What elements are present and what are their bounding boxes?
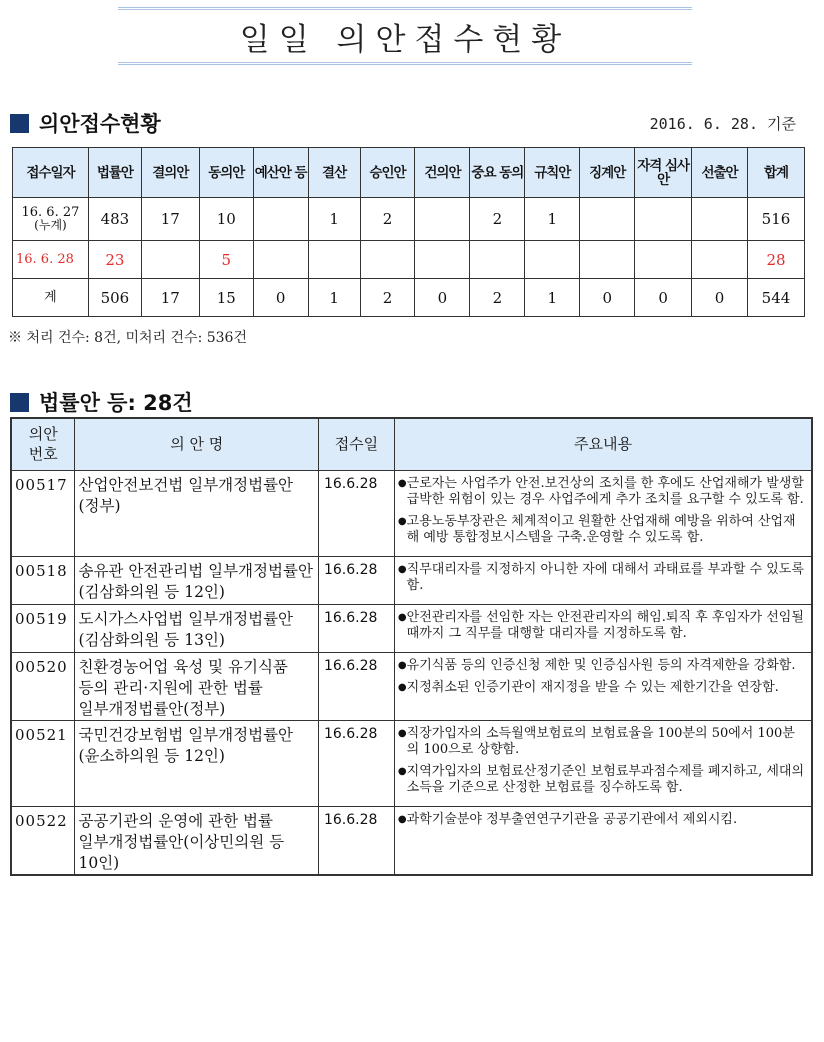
summary-point: ● 고용노동부장관은 체계적이고 원활한 산업재해 예방을 위하여 산업재해 예방 통합정보시스템을 구축.운영할 수 있도록 함. [397, 513, 796, 545]
summary-value-cell [308, 241, 360, 279]
bill-summary [394, 604, 812, 652]
bullet-dot-icon: ● [397, 813, 407, 825]
summary-date-cell: 16. 6. 28 [13, 241, 89, 279]
bill-summary [394, 806, 812, 875]
summary-value-cell: 2 [360, 279, 415, 317]
header-received-date: 접수일 [318, 418, 394, 470]
summary-row [13, 198, 805, 241]
header-cell: 자격 심사안 [635, 148, 692, 198]
summary-value-cell [635, 241, 692, 279]
header-cell: 예산안 등 [253, 148, 308, 198]
summary-value-cell [580, 241, 635, 279]
bill-date: 16.6.28 [318, 652, 394, 720]
summary-row [13, 241, 805, 279]
summary-value-cell [141, 241, 199, 279]
header-cell: 동의안 [199, 148, 253, 198]
header-cell: 중요 동의 [470, 148, 525, 198]
bullet-dot-icon: ● [397, 727, 407, 739]
bullet-dot-icon: ● [397, 681, 407, 693]
summary-value-cell: 1 [308, 198, 360, 241]
summary-value-cell [415, 198, 470, 241]
header-main-content: 주요내용 [394, 418, 812, 470]
header-cell: 승인안 [360, 148, 415, 198]
summary-value-cell [415, 241, 470, 279]
summary-value-cell [360, 241, 415, 279]
header-cell: 규칙안 [525, 148, 580, 198]
bill-date: 16.6.28 [318, 720, 394, 806]
summary-value-cell: 1 [525, 279, 580, 317]
header-cell: 결산 [308, 148, 360, 198]
summary-value-cell [525, 241, 580, 279]
summary-header-row [13, 148, 805, 198]
bill-row [11, 556, 812, 604]
summary-point: ● 직무대리자를 지정하지 아니한 자에 대해서 과태료를 부과할 수 있도록 함. [397, 561, 804, 593]
header-cell: 합계 [748, 148, 805, 198]
summary-value-cell: 5 [199, 241, 253, 279]
bill-date: 16.6.28 [318, 604, 394, 652]
summary-table [12, 147, 805, 317]
bill-summary [394, 720, 812, 806]
summary-value-cell: 516 [748, 198, 805, 241]
document-title: 일일 의안접수현황 [239, 21, 571, 58]
summary-value-cell: 0 [635, 279, 692, 317]
bill-summary [394, 556, 812, 604]
bill-row [11, 806, 812, 875]
summary-value-cell: 15 [199, 279, 253, 317]
summary-value-cell: 483 [88, 198, 141, 241]
bullet-dot-icon: ● [397, 563, 407, 575]
bills-section-heading [10, 387, 193, 417]
bill-name: 송유관 안전관리법 일부개정법률안(김삼화의원 등 12인) [75, 556, 319, 604]
square-bullet-icon [10, 114, 29, 133]
summary-point: ● 지역가입자의 보험료산정기준인 보험료부과점수제를 폐지하고, 세대의 소득을 기준으로 산정한 보험료를 징수하도록 함. [397, 763, 805, 795]
summary-row [13, 279, 805, 317]
summary-value-cell: 0 [580, 279, 635, 317]
summary-value-cell: 2 [470, 198, 525, 241]
summary-value-cell: 1 [308, 279, 360, 317]
bills-heading-text: 법률안 등: 28건 [39, 391, 193, 415]
summary-value-cell: 28 [748, 241, 805, 279]
bill-row [11, 604, 812, 652]
header-bill-name: 의 안 명 [75, 418, 319, 470]
bill-summary [394, 470, 812, 556]
summary-value-cell [580, 198, 635, 241]
header-bill-number: 의안 번호 [11, 418, 75, 470]
bullet-dot-icon: ● [397, 477, 407, 489]
bullet-dot-icon: ● [397, 611, 407, 623]
header-cell: 징계안 [580, 148, 635, 198]
summary-value-cell: 23 [88, 241, 141, 279]
summary-value-cell: 506 [88, 279, 141, 317]
bill-number: 00519 [11, 604, 75, 652]
summary-value-cell: 2 [360, 198, 415, 241]
summary-value-cell [692, 198, 748, 241]
bill-number: 00520 [11, 652, 75, 720]
summary-value-cell [253, 241, 308, 279]
bill-name: 국민건강보험법 일부개정법률안(윤소하의원 등 12인) [75, 720, 319, 806]
header-cell: 결의안 [141, 148, 199, 198]
bill-date: 16.6.28 [318, 470, 394, 556]
bill-name: 공공기관의 운영에 관한 법률 일부개정법률안(이상민의원 등 10인) [75, 806, 319, 875]
processing-footnote: ※ 처리 건수: 8건, 미처리 건수: 536건 [8, 330, 247, 346]
summary-point: ● 지정취소된 인증기관이 재지정을 받을 수 있는 제한기간을 연장함. [397, 679, 779, 695]
bill-row [11, 470, 812, 556]
summary-point: ● 근로자는 사업주가 안전.보건상의 조치를 한 후에도 산업재해가 발생할 급박한 위험이 있는 경우 사업주에게 추가 조치를 요구할 수 있도록 함. [397, 475, 804, 507]
summary-value-cell: 0 [415, 279, 470, 317]
bill-number: 00517 [11, 470, 75, 556]
summary-section-heading [10, 108, 161, 138]
summary-point: ● 과학기술분야 정부출연연구기관을 공공기관에서 제외시킴. [397, 811, 738, 827]
bill-name: 산업안전보건법 일부개정법률안(정부) [75, 470, 319, 556]
summary-value-cell: 0 [692, 279, 748, 317]
basis-date: 2016. 6. 28. 기준 [649, 115, 796, 133]
bill-row [11, 720, 812, 806]
bill-number: 00522 [11, 806, 75, 875]
summary-point: ● 직장가입자의 소득월액보험료의 보험료율을 100분의 50에서 100분의 100으로 상향함. [397, 725, 795, 757]
summary-value-cell [470, 241, 525, 279]
summary-value-cell: 10 [199, 198, 253, 241]
header-cell: 건의안 [415, 148, 470, 198]
square-bullet-icon [10, 393, 29, 412]
summary-point: ● 유기식품 등의 인증신청 제한 및 인증심사원 등의 자격제한을 강화함. [397, 657, 796, 673]
bills-header-row [11, 418, 812, 470]
summary-point: ● 안전관리자를 선임한 자는 안전관리자의 해임.퇴직 후 후임자가 선임될 때까지 그 직무를 대행할 대리자를 지정하도록 함. [397, 609, 804, 641]
summary-value-cell [635, 198, 692, 241]
summary-value-cell: 17 [141, 279, 199, 317]
bill-name: 친환경농어업 육성 및 유기식품 등의 관리·지원에 관한 법률 일부개정법률안(정부) [75, 652, 319, 720]
summary-value-cell: 2 [470, 279, 525, 317]
bill-name: 도시가스사업법 일부개정법률안(김삼화의원 등 13인) [75, 604, 319, 652]
bullet-dot-icon: ● [397, 659, 407, 671]
summary-value-cell: 17 [141, 198, 199, 241]
bills-table [10, 417, 813, 876]
bill-number: 00518 [11, 556, 75, 604]
bill-summary [394, 652, 812, 720]
summary-value-cell: 1 [525, 198, 580, 241]
bill-number: 00521 [11, 720, 75, 806]
summary-heading-text: 의안접수현황 [39, 112, 161, 136]
summary-value-cell [253, 198, 308, 241]
header-cell: 법률안 [88, 148, 141, 198]
document-title-banner [118, 7, 692, 65]
summary-date-cell: 16. 6. 27 (누계) [13, 198, 89, 241]
bullet-dot-icon: ● [397, 515, 407, 527]
summary-date-cell: 계 [13, 279, 89, 317]
bill-date: 16.6.28 [318, 806, 394, 875]
header-cell: 접수일자 [13, 148, 89, 198]
bullet-dot-icon: ● [397, 765, 407, 777]
bill-date: 16.6.28 [318, 556, 394, 604]
bill-row [11, 652, 812, 720]
summary-value-cell: 0 [253, 279, 308, 317]
summary-value-cell: 544 [748, 279, 805, 317]
summary-value-cell [692, 241, 748, 279]
header-cell: 선출안 [692, 148, 748, 198]
